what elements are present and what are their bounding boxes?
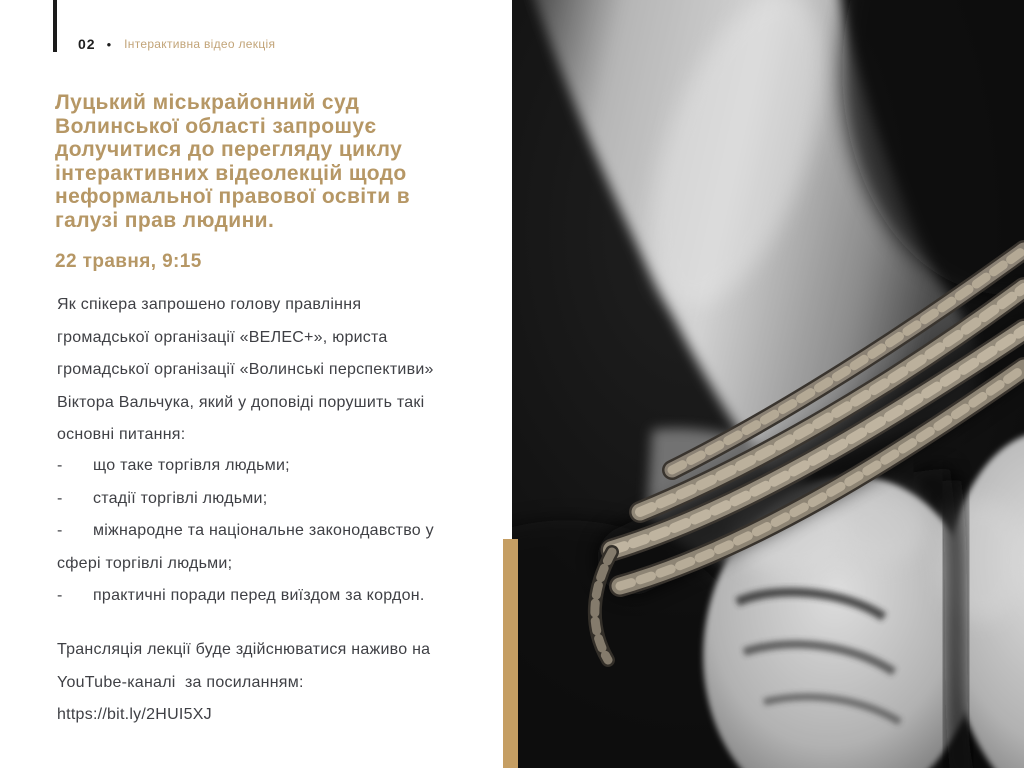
event-title-line: галузі прав людини. <box>55 208 275 232</box>
event-title <box>55 91 515 232</box>
dash-marker: - <box>57 457 63 474</box>
list-item <box>57 450 512 483</box>
dash-marker: - <box>57 489 63 507</box>
dash-marker: - <box>57 522 63 539</box>
event-title-line: Луцький міськрайонний суд <box>55 91 360 114</box>
event-title-line: інтерактивних відеолекцій щодо <box>55 161 407 185</box>
intro-line: основні питання: <box>57 426 186 443</box>
broadcast-info <box>57 634 512 732</box>
list-item <box>57 580 512 613</box>
dash-marker: - <box>57 587 63 604</box>
intro-line: Як спікера запрошено голову правління <box>57 296 362 313</box>
broadcast-link[interactable]: https://bit.ly/2HUI5XJ <box>57 706 212 723</box>
intro-line: громадської організації «Волинські перспективи» <box>57 361 434 378</box>
page-number-bar <box>53 0 57 52</box>
list-item <box>57 548 512 581</box>
event-title-line: Волинської області запрошує <box>55 114 377 138</box>
list-item-text: стадії торгівлі людьми; <box>93 489 268 507</box>
list-item <box>57 515 512 548</box>
intro-paragraph <box>57 289 512 452</box>
intro-line: Віктора Вальчука, який у доповіді порушить такі <box>57 393 425 411</box>
list-item-text: практичні поради перед виїздом за кордон. <box>93 587 425 604</box>
event-title-line: неформальної правової освіти в <box>55 185 411 208</box>
list-item-text: міжнародне та національне законодавство у <box>93 522 434 539</box>
page-tagline: Інтерактивна відео лекція <box>124 37 276 51</box>
event-title-line: долучитися до перегляду циклу <box>55 138 403 161</box>
list-item-text: сфері торгівлі людьми; <box>57 554 233 572</box>
separator-dot-icon: • <box>106 36 112 52</box>
event-datetime: 22 травня, 9:15 <box>55 251 202 272</box>
broadcast-info-line: YouTube-каналі за посиланням: <box>57 673 304 691</box>
bound-hands-photo <box>512 0 1024 768</box>
broadcast-info-line: Трансляція лекції буде здійснюватися наживо на <box>57 641 431 658</box>
page-header <box>78 36 275 52</box>
gold-accent-bar <box>503 539 518 768</box>
topics-list <box>57 450 512 613</box>
list-item <box>57 483 512 516</box>
intro-line: громадської організації «ВЕЛЕС+», юриста <box>57 328 388 346</box>
list-item-text: що таке торгівля людьми; <box>93 457 290 474</box>
page-number: 02 <box>78 36 96 52</box>
